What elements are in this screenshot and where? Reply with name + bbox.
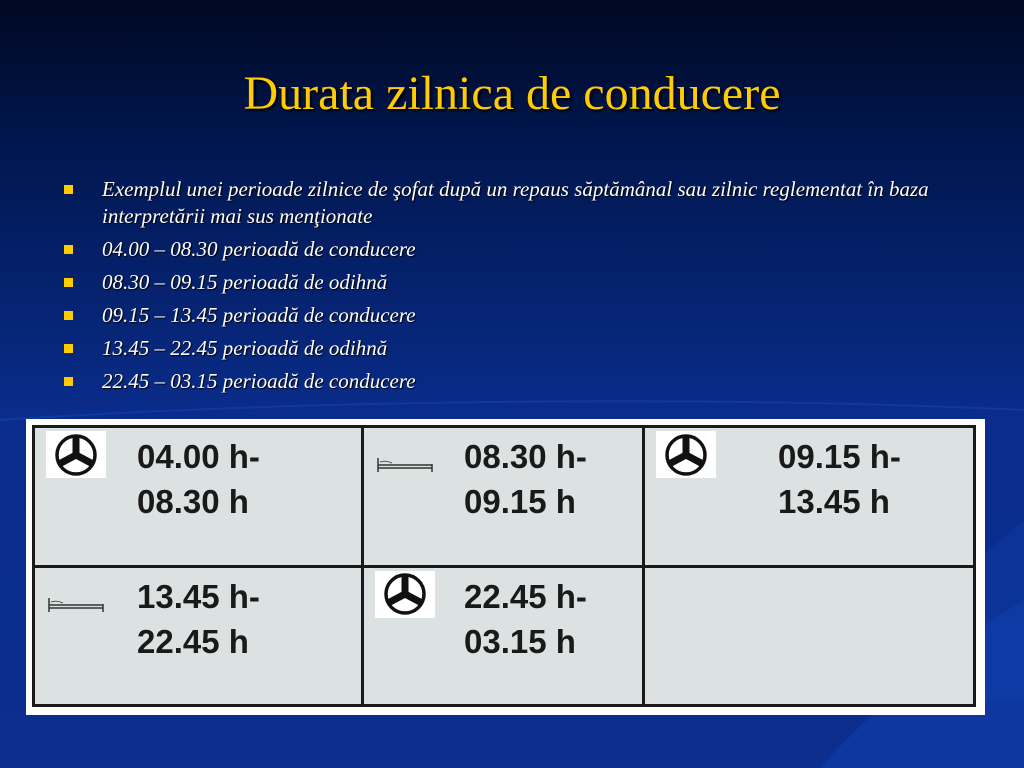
bullet-text: Exemplul unei perioade zilnice de şofat după un repaus săptămânal sau zilnic reglementat în baza interpretării mai sus menţionate [102, 177, 929, 228]
time-range-text [137, 574, 260, 664]
steering-wheel-icon [375, 571, 435, 618]
bullet-text: 09.15 – 13.45 perioadă de conducere [102, 303, 416, 327]
schedule-table-frame [26, 419, 985, 715]
bullet-item [60, 236, 980, 263]
table-cell [34, 566, 363, 706]
time-range-text [137, 434, 260, 524]
bullet-item [60, 176, 980, 230]
bed-icon [375, 450, 435, 478]
bed-icon [46, 590, 106, 618]
bullet-item [60, 368, 980, 395]
time-range-text [464, 574, 587, 664]
time-start: 22.45 h- [464, 577, 587, 615]
time-end: 09.15 h [464, 483, 576, 520]
time-start: 04.00 h- [137, 438, 260, 475]
time-start: 13.45 h- [137, 577, 260, 615]
bullet-text: 22.45 – 03.15 perioadă de conducere [102, 369, 416, 393]
steering-wheel-icon [656, 431, 716, 478]
bullet-square-icon [64, 185, 73, 194]
bullet-list [60, 176, 980, 401]
bullet-square-icon [64, 344, 73, 353]
time-range-text [464, 434, 587, 524]
time-end: 13.45 h [778, 483, 890, 520]
table-cell [644, 427, 975, 567]
table-cell [363, 566, 644, 706]
table-cell-empty [644, 566, 975, 706]
time-start: 09.15 h- [778, 438, 901, 475]
time-range-text [778, 434, 901, 524]
bullet-item [60, 302, 980, 329]
slide-title: Durata zilnica de conducere [243, 67, 781, 120]
bullet-square-icon [64, 377, 73, 386]
bullet-item [60, 269, 980, 296]
schedule-table [32, 425, 976, 707]
time-start: 08.30 h- [464, 438, 587, 475]
table-cell [363, 427, 644, 567]
steering-wheel-icon [46, 431, 106, 478]
table-cell [34, 427, 363, 567]
bullet-square-icon [64, 311, 73, 320]
bullet-text: 04.00 – 08.30 perioadă de conducere [102, 237, 416, 261]
table-row [34, 566, 975, 706]
bullet-square-icon [64, 245, 73, 254]
table-row [34, 427, 975, 567]
bullet-text: 08.30 – 09.15 perioadă de odihnă [102, 270, 388, 294]
time-end: 08.30 h [137, 483, 249, 520]
bullet-item [60, 335, 980, 362]
bullet-square-icon [64, 278, 73, 287]
bullet-text: 13.45 – 22.45 perioadă de odihnă [102, 336, 388, 360]
time-end: 03.15 h [464, 622, 576, 660]
time-end: 22.45 h [137, 622, 249, 660]
